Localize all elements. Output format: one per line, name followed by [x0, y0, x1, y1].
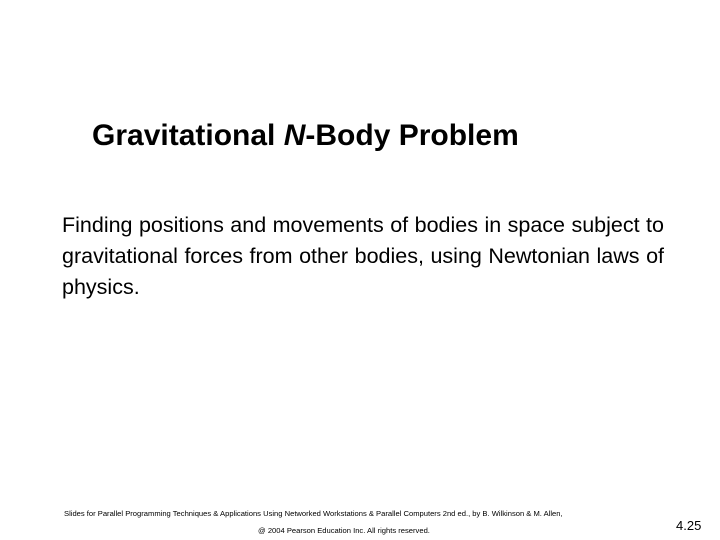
slide-title — [92, 114, 519, 158]
slide-body-text: Finding positions and movements of bodies in space subject to gravitational forces from other bodies, using Newtonian laws of physics. — [62, 213, 664, 299]
footer-copyright: @ 2004 Pearson Education Inc. All rights reserved. — [258, 526, 430, 535]
slide-title-suffix: -Body Problem — [305, 119, 519, 152]
slide-title-emphasis: N — [283, 119, 306, 152]
footer-credit: Slides for Parallel Programming Techniques & Applications Using Networked Workstations & Parallel Computers 2nd ed., by B. Wilkinson & M. Allen, — [64, 509, 563, 518]
page-number: 4.25 — [676, 518, 702, 533]
slide-title-prefix: Gravitational — [92, 119, 284, 152]
